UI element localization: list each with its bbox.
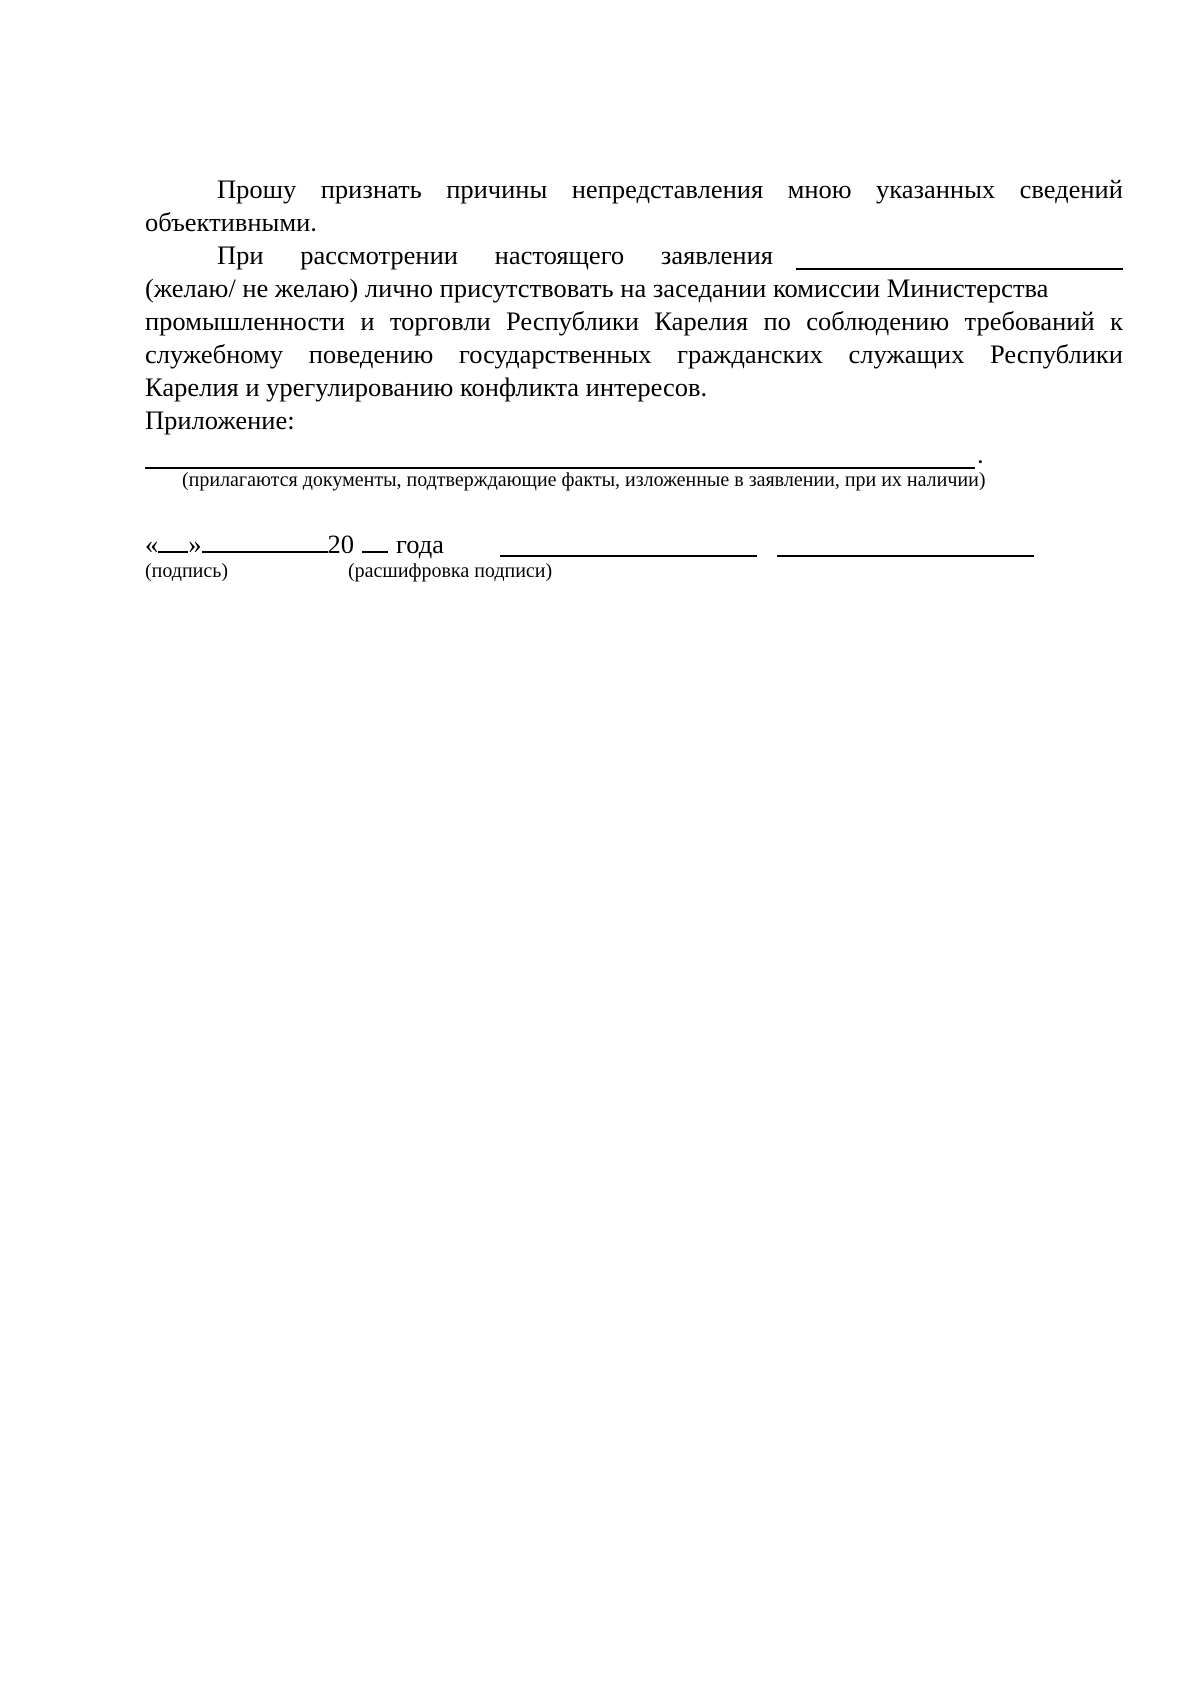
p1-word: Прошу bbox=[217, 174, 297, 204]
p2-word: государственных bbox=[459, 339, 652, 369]
signature-decode-line[interactable] bbox=[777, 555, 1034, 557]
day-blank[interactable] bbox=[158, 526, 188, 553]
paragraph-2-line-4 bbox=[145, 338, 1123, 371]
p2-word: по bbox=[763, 306, 791, 336]
p2-word: заявления bbox=[660, 240, 773, 270]
p2-word: соблюдению bbox=[806, 306, 950, 336]
p1-word: непредставления bbox=[571, 174, 764, 204]
p1-word: признать bbox=[320, 174, 422, 204]
annex-blank-line[interactable] bbox=[145, 437, 975, 469]
p2-word: торговли bbox=[389, 306, 491, 336]
year-word: года bbox=[396, 529, 444, 559]
signature-line[interactable] bbox=[500, 555, 757, 557]
p2-word: Республики bbox=[990, 339, 1123, 369]
paragraph-2-line-3 bbox=[145, 305, 1123, 338]
p2-word: рассмотрении bbox=[300, 240, 458, 270]
p2-word: промышленности bbox=[145, 306, 345, 336]
p2-word: поведению bbox=[308, 339, 434, 369]
month-blank[interactable] bbox=[202, 526, 328, 553]
year-prefix: 20 bbox=[327, 529, 354, 559]
p2-word: Республики bbox=[506, 306, 639, 336]
annex-note: (прилагаются документы, подтверждающие факты, изложенные в заявлении, при их наличии) bbox=[182, 469, 986, 491]
p2-word: При bbox=[217, 240, 264, 270]
p2-word: Карелия bbox=[654, 306, 749, 336]
signature-decode-caption: (расшифровка подписи) bbox=[348, 560, 553, 582]
p1-word: указанных bbox=[876, 174, 996, 204]
p2-word: требований bbox=[964, 306, 1095, 336]
open-quote: « bbox=[145, 529, 159, 559]
p2-word: служебному bbox=[145, 339, 284, 369]
p2-word: настоящего bbox=[494, 240, 625, 270]
p2-word: и bbox=[360, 306, 375, 336]
p2-word: к bbox=[1110, 306, 1123, 336]
p2-line1-words bbox=[217, 239, 773, 272]
date-row bbox=[145, 526, 444, 559]
p1-word: сведений bbox=[1019, 174, 1123, 204]
annex-period: . bbox=[977, 439, 984, 469]
paragraph-2-line-5: Карелия и урегулированию конфликта интересов. bbox=[145, 372, 708, 402]
p2-word: служащих bbox=[848, 339, 965, 369]
close-quote: » bbox=[188, 529, 202, 559]
p1-word: причины bbox=[446, 174, 548, 204]
year-blank[interactable] bbox=[362, 526, 388, 553]
paragraph-1-line-2: объективными. bbox=[145, 207, 317, 237]
signature-caption: (подпись) bbox=[145, 560, 229, 582]
paragraph-1-line-1 bbox=[217, 173, 1123, 206]
p2-word: гражданских bbox=[677, 339, 823, 369]
attendance-blank-line[interactable] bbox=[796, 243, 1123, 270]
p1-word: мною bbox=[787, 174, 852, 204]
paragraph-2-line-2: (желаю/ не желаю) лично присутствовать на заседании комиссии Министерства bbox=[145, 273, 1049, 303]
annex-label: Приложение: bbox=[145, 405, 295, 435]
